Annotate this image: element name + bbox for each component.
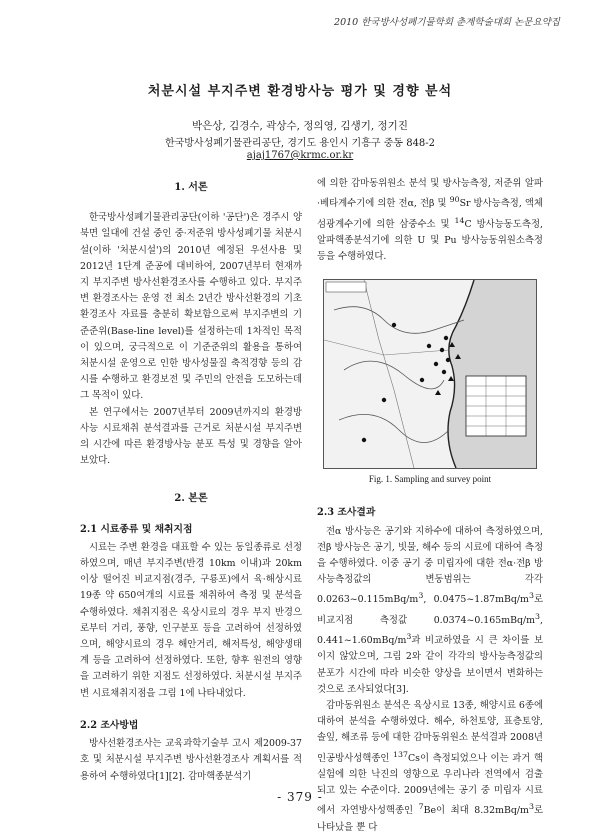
author-list: 박은상, 김경수, 곽상수, 정의영, 김생기, 정기진 xyxy=(192,120,408,132)
affiliation: 한국방사성폐기물관리공단, 경기도 용인시 기흥구 중동 848-2 xyxy=(164,138,436,149)
section-heading-body: 2. 본론 xyxy=(174,493,208,505)
section-heading-intro: 1. 서론 xyxy=(174,182,208,193)
proceedings-header: 2010 한국방사성폐기물학회 춘계학술대회 논문요약집 xyxy=(334,17,560,28)
subsection-heading-2-2: 2.2 조사방법 xyxy=(80,719,139,731)
results-paragraph-2: 감마동위원소 분석은 육상시료 13종, 해양시료 6종에 대하여 분석을 수행하였다. 해수, 하천토양, 표층토양, 솔잎, 해조류 등에 대한 감마동위원소 분석결과 2008년 인공방사성핵종인 $^{137}$Cs이 측정되었으나 이는 과거 핵실험에 의한 낙진의 영향으로 우리나라 전역에서 검출되고 있는 수준이다. 2009년에는 공기 중 미립자 시료에서 자연방사성핵종인 $^7$Be이 최대 $8.32mBq/m^3$로 나타났을 뿐 다 xyxy=(317,700,543,833)
subsection-2-2-paragraph: 방사선환경조사는 교육과학기술부 고시 제2009-37호 및 처분시설 부지주변 방사선환경조사 계획서를 적용하여 수행하였다[1][2]. 감마핵종분석기 xyxy=(80,738,302,782)
figure-caption: Fig. 1. Sampling and survey point xyxy=(368,474,492,485)
paper-title: 처분시설 부지주변 환경방사능 평가 및 경향 분석 xyxy=(147,84,453,99)
sampling-map-figure xyxy=(323,279,537,469)
author-email[interactable]: ajaj1767@krmc.or.kr xyxy=(246,150,354,161)
right-column xyxy=(317,176,543,836)
subsection-heading-2-1: 2.1 시료종류 및 채취지점 xyxy=(80,523,193,535)
intro-paragraph-2: 본 연구에서는 2007년부터 2009년까지의 환경방사능 시료채취 분석결과를 근거로 처분시설 부지주변의 시간에 따른 환경방사능 분포 특성 및 경향을 알아보았다. xyxy=(80,406,302,467)
sampling-map-image xyxy=(324,280,536,468)
page-number: - 379 - xyxy=(277,790,323,804)
subsection-2-1-paragraph: 시료는 주변 환경을 대표할 수 있는 동일종류로 선정하였으며, 매년 부지주변(반경 10km 이내)과 20km 이상 떨어진 비교지점(경주, 구룡포)에서 육·해상시료 19종 약 650여개의 시료를 채취하여 측정 및 분석을 수행하였다. 채취지점은 육상시료의 경우 부지 반경으로부터 거리, 풍향, 인구분포 등을 고려하여 선정하였으며, 해양시료의 경우 해안거리, 해저특성, 해양생태계 등을 고려하여 선정하였다. 또한, 향후 원전의 영향을 고려하기 위한 지점도 선정하였다. 처분시설 부지주변 시료채취지점을 그림 1에 나타내었다. xyxy=(80,541,302,699)
results-paragraph-1: 전α 방사능은 공기와 지하수에 대하여 측정하였으며, 전β 방사능은 공기, 빗물, 해수 등의 시료에 대하여 측정을 수행하였다. 이중 공기 중 미립자에 대한 전α·전β 방사능측정값의 변동범위는 각각 $0.0263\sim 0.115mBq/m^3$, $0.0475\sim 1.87mBq/m^3$로 비교지점 측정값 $0.0374\sim 0.165mBq/m^3$, $0.441\sim 1.60mBq/m^3$과 비교하였을 시 큰 차이를 보이지 않았으며, 그림 2와 같이 각각의 방사능측정값의 분포가 시간에 따라 비슷한 양상을 보이면서 변화하는 것으로 조사되었다[3]. xyxy=(317,525,543,695)
methods-continued-paragraph: 에 의한 감마동위원소 분석 및 방사능측정, 저준위 알파·베타계수기에 의한 전α, 전β 및 $^{90}$Sr 방사능측정, 액체섬광계수기에 의한 삼중수소 및 $^{14}$C 방사능동도측정, 알파핵종분석기에 의한 U 및 Pu 방사능동위원소측정 등을 수행하였다. xyxy=(317,178,543,263)
subsection-heading-2-3: 2.3 조사결과 xyxy=(317,507,376,519)
left-column xyxy=(80,176,302,785)
intro-paragraph-1: 한국방사성폐기물관리공단(이하 '공단')은 경주시 양북면 일대에 건설 중인 중·저준위 방사성폐기물 처분시설(이하 '처분시설')의 2010년 예정된 우선사용 및 2012년 1단계 준공에 대비하여, 2007년부터 현재까지 부지주변 방사선환경조사를 수행하고 있다. 부지주변 환경조사는 운영 전 최소 2년간 방사선환경의 기초 환경조사 자료를 충분히 확보함으로써 부지주변의 기준준위(Base-line level)를 설정하는데 1차적인 목적이 있으며, 궁극적으로 이 기준준위의 활용을 통하여 처분시설 운영으로 인한 방사성물질 축적경향 등의 감시를 수행하고 환경보전 및 주민의 안전을 도모하는데 그 목적이 있다. xyxy=(80,212,302,402)
